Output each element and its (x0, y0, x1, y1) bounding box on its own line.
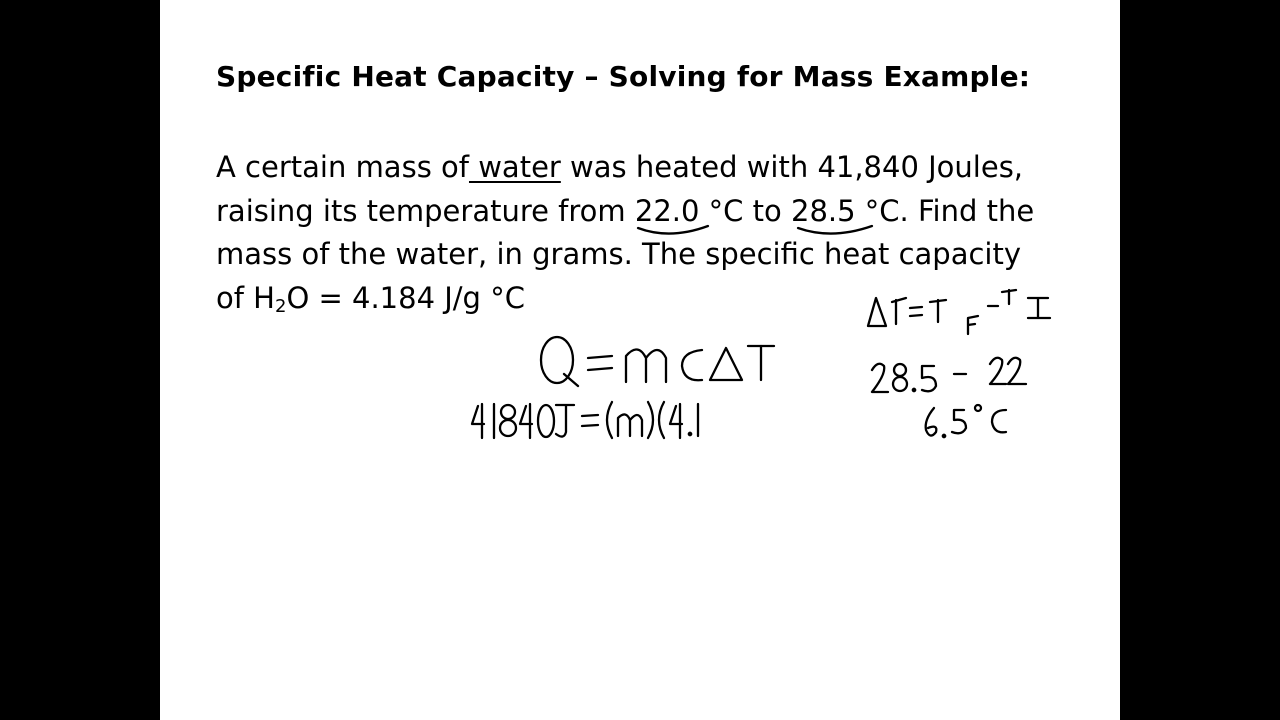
problem-text: °C to (699, 193, 791, 228)
initial-temperature: 22.0 (634, 193, 700, 228)
problem-line-4 (216, 277, 1076, 325)
problem-line-1 (216, 146, 1076, 190)
problem-text: O = 4.184 J/g °C (286, 280, 525, 315)
problem-text: A certain mass of (216, 150, 469, 184)
handwritten-annotations (160, 0, 1120, 720)
formula-substitution (472, 402, 698, 438)
problem-text: °C. Find the (855, 193, 1035, 228)
problem-line-2 (216, 190, 1076, 234)
problem-text: raising its temperature from (216, 193, 635, 228)
formula-q-mcdt (541, 337, 774, 386)
delta-t-calculation (872, 358, 1026, 392)
problem-text: was heated with 41,840 Joules, (560, 150, 1024, 184)
final-temperature: 28.5 (791, 193, 856, 228)
slide-canvas (160, 0, 1120, 720)
problem-statement (216, 146, 1076, 324)
subscript-2: 2 (274, 295, 287, 317)
problem-text: of H (216, 280, 275, 315)
delta-t-result (926, 405, 1006, 437)
problem-line-3: mass of the water, in grams. The specific heat capacity (216, 237, 1022, 271)
slide-title: Specific Heat Capacity – Solving for Mass Example: (216, 60, 1031, 93)
underlined-water: water (468, 150, 561, 184)
